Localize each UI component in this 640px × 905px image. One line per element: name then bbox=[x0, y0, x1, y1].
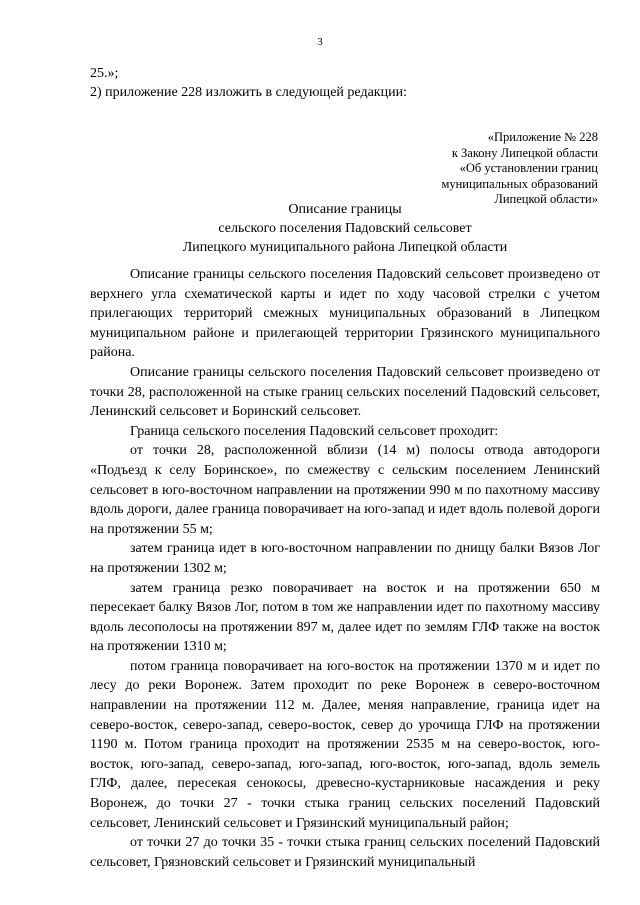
paragraph: Граница сельского поселения Падовский сельсовет проходит: bbox=[130, 423, 499, 439]
paragraph: потом граница поворачивает на юго-восток на протяжении 1370 м и идет по лесу до реки Воронеж. Затем проходит по реке Воронеж в северо-восточном направлении на протяжении 112 м. Далее, меняя направление, граница идет на северо-восток, северо-запад, северо-восток, север до урочища ГЛФ на протяжении 1190 м. Потом граница проходит на протяжении 2535 м на северо-восток, юго-восток, юго-запад, северо-запад, юго-запад, юго-восток, юго-запад, вдоль земель ГЛФ, далее, пересекая сенокосы, древесно-кустарниковые насаждения и реку Воронеж, до точки 27 - точки стыка границ сельских поселений Падовский сельсовет, Ленинский сельсовет и Грязинский муниципальный район; bbox=[90, 658, 600, 831]
appendix-line: «Приложение № 228 bbox=[487, 130, 598, 144]
amendment-line: 2) приложение 228 изложить в следующей редакции: bbox=[90, 85, 407, 100]
paragraph: от точки 27 до точки 35 - точки стыка границ сельских поселений Падовский сельсовет, Грязновский сельсовет и Грязинский муниципальный bbox=[90, 835, 600, 870]
appendix-line: Липецкой области» bbox=[494, 192, 598, 206]
page-number: 3 bbox=[317, 36, 323, 48]
document-body bbox=[90, 265, 600, 872]
appendix-reference bbox=[441, 130, 598, 208]
title-line: сельского поселения Падовский сельсовет bbox=[218, 221, 472, 236]
title-line: Описание границы bbox=[288, 202, 402, 217]
amendment-line: 25.»; bbox=[90, 66, 119, 81]
paragraph: от точки 28, расположенной вблизи (14 м) полосы отвода автодороги «Подъезд к селу Боринское», по смежеству с сельским поселением Ленинский сельсовет в юго-восточном направлении на протяжении 990 м по пахотному массиву вдоль дороги, далее граница поворачивает на юго-запад и идет вдоль полевой дороги на протяжении 55 м; bbox=[90, 443, 600, 537]
document-title bbox=[90, 200, 600, 257]
amendment-lines bbox=[90, 64, 600, 102]
paragraph: затем граница идет в юго-восточном направлении по днищу балки Вязов Лог на протяжении 1302 м; bbox=[90, 541, 600, 576]
paragraph: затем граница резко поворачивает на восток и на протяжении 650 м пересекает балку Вязов Лог, потом в том же направлении идет по пахотному массиву вдоль лесополосы на протяжении 897 м, далее идет по землям ГЛФ также на восток на протяжении 1310 м; bbox=[90, 580, 600, 655]
paragraph: Описание границы сельского поселения Падовский сельсовет произведено от точки 28, расположенной на стыке границ сельских поселений Падовский сельсовет, Ленинский сельсовет и Боринский сельсовет. bbox=[90, 364, 600, 420]
appendix-line: «Об установлении границ bbox=[459, 161, 598, 175]
paragraph: Описание границы сельского поселения Падовский сельсовет произведено от верхнего угла схематической карты и идет по ходу часовой стрелки с учетом прилегающих территорий смежных муниципальных образований в Липецком муниципальном районе и прилегающей территории Грязинского муниципального района. bbox=[90, 267, 600, 361]
appendix-line: к Закону Липецкой области bbox=[451, 145, 598, 160]
title-line: Липецкого муниципального района Липецкой области bbox=[182, 240, 508, 255]
appendix-line: муниципальных образований bbox=[441, 176, 598, 191]
